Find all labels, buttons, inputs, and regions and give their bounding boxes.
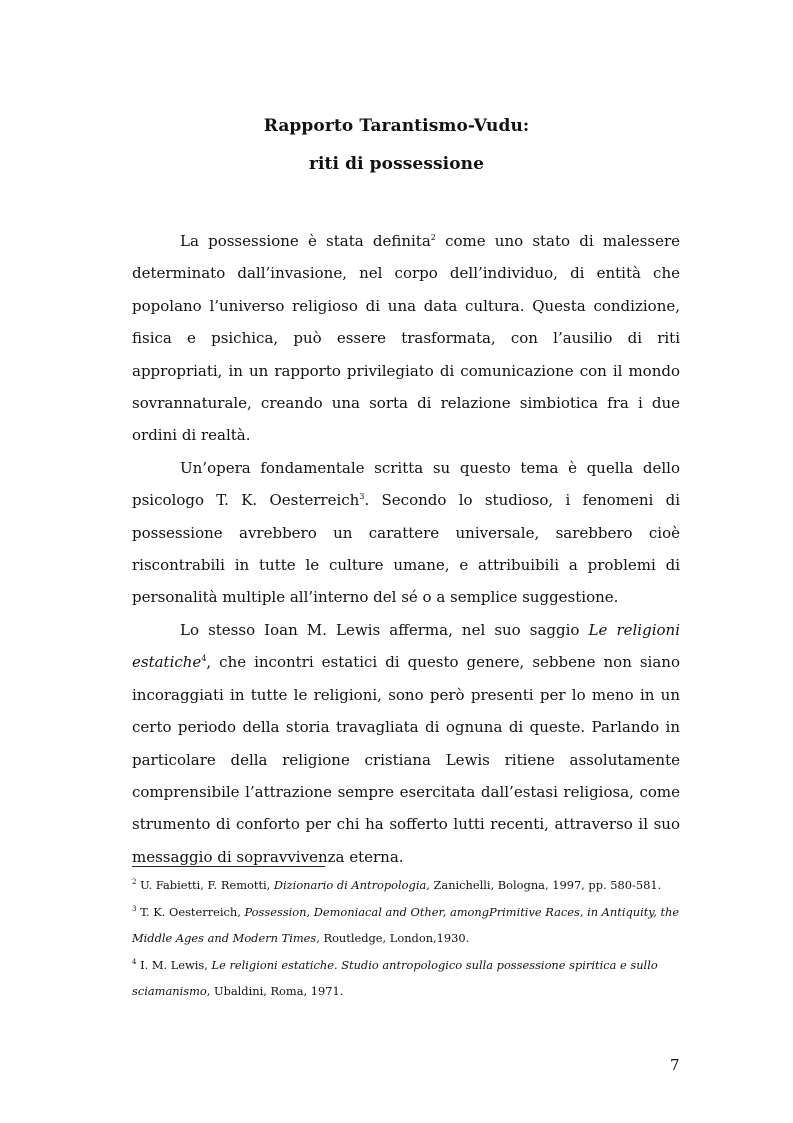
footnote-4-authors: I. M. Lewis, — [136, 957, 212, 972]
footnote-ref-2: 2 — [430, 233, 436, 242]
paragraph-3 — [132, 614, 680, 873]
chapter-subtitle: riti di possessione — [308, 154, 485, 174]
paragraph-1 — [132, 225, 680, 452]
footnote-3-authors: T. K. Oesterreich, — [136, 904, 245, 919]
footnote-2-title: Dizionario di Antropologia, — [273, 878, 430, 892]
footnote-4-title: Le religioni estatiche. Studio antropologico sulla possessione spiritica e sullo sciamanismo — [132, 957, 658, 998]
paragraph-2-text-a: Un’opera fondamentale scritta su questo tema è quella dello psicologo T. K. Oesterreich — [132, 458, 680, 510]
paragraph-2 — [132, 452, 680, 614]
footnote-2-publisher: Zanichelli, Bologna, 1997, pp. 580-581. — [429, 878, 662, 892]
footnote-3-title: Possession, Demoniacal and Other, amongPrimitive Races, in Antiquity, the Middle Ages and Modern Times — [132, 904, 680, 945]
footnotes — [132, 872, 680, 1005]
footnote-4 — [132, 952, 680, 1005]
footnote-3-publisher: , Routledge, London,1930. — [316, 931, 470, 945]
footnote-3-number: 3 — [132, 904, 137, 913]
body-text — [132, 225, 680, 873]
page-number: 7 — [670, 1056, 680, 1074]
footnote-ref-4: 4 — [201, 654, 207, 664]
footnote-2 — [132, 872, 680, 899]
paragraph-3-text-a: Lo stesso Ioan M. Lewis afferma, nel suo saggio — [180, 620, 589, 639]
paragraph-3-book-title: Le religioni estatiche — [132, 620, 680, 672]
paragraph-1-text-a: La possessione è stata definita — [180, 232, 431, 250]
paragraph-1-text-b: come uno stato di malessere determinato dall’invasione, nel corpo dell’individuo, di entità che popolano l’universo religioso di una data cultura. Questa condizione, fisica e psichica, può essere trasformata, con l’ausilio di riti appropriati, in un rapporto privilegiato di comunicazione con il mondo sovrannaturale, creando una sorta di relazione simbiotica fra i due ordini di realtà. — [132, 232, 681, 445]
paragraph-3-text-b: , che incontri estatici di questo genere, sebbene non siano incoraggiati in tutte le religioni, sono però presenti per lo meno in un certo periodo della storia travagliata di ognuna di queste. Parlando in particolare della religione cristiana Lewis ritiene assolutamente comprensibile l’attrazione sempre esercitata dall’estasi religiosa, come strumento di conforto per chi ha sofferto lutti recenti, attraverso il suo messaggio di sopravvivenza eterna. — [132, 653, 680, 866]
footnote-divider — [132, 866, 325, 867]
chapter-title: Rapporto Tarantismo-Vudu: — [263, 116, 530, 136]
footnote-2-number: 2 — [132, 878, 137, 886]
paragraph-2-text-b: . Secondo lo studioso, i fenomeni di possessione avrebbero un carattere universale, sarebbero cioè riscontrabili in tutte le culture umane, e attribuibili a problemi di personalità multiple all’interno del sé o a semplice suggestione. — [132, 491, 680, 607]
footnote-4-publisher: , Ubaldini, Roma, 1971. — [206, 984, 344, 998]
footnote-4-number: 4 — [132, 957, 137, 966]
footnote-ref-3: 3 — [359, 492, 365, 502]
footnote-2-authors: U. Fabietti, F. Remotti, — [136, 878, 274, 892]
footnote-3 — [132, 899, 680, 952]
